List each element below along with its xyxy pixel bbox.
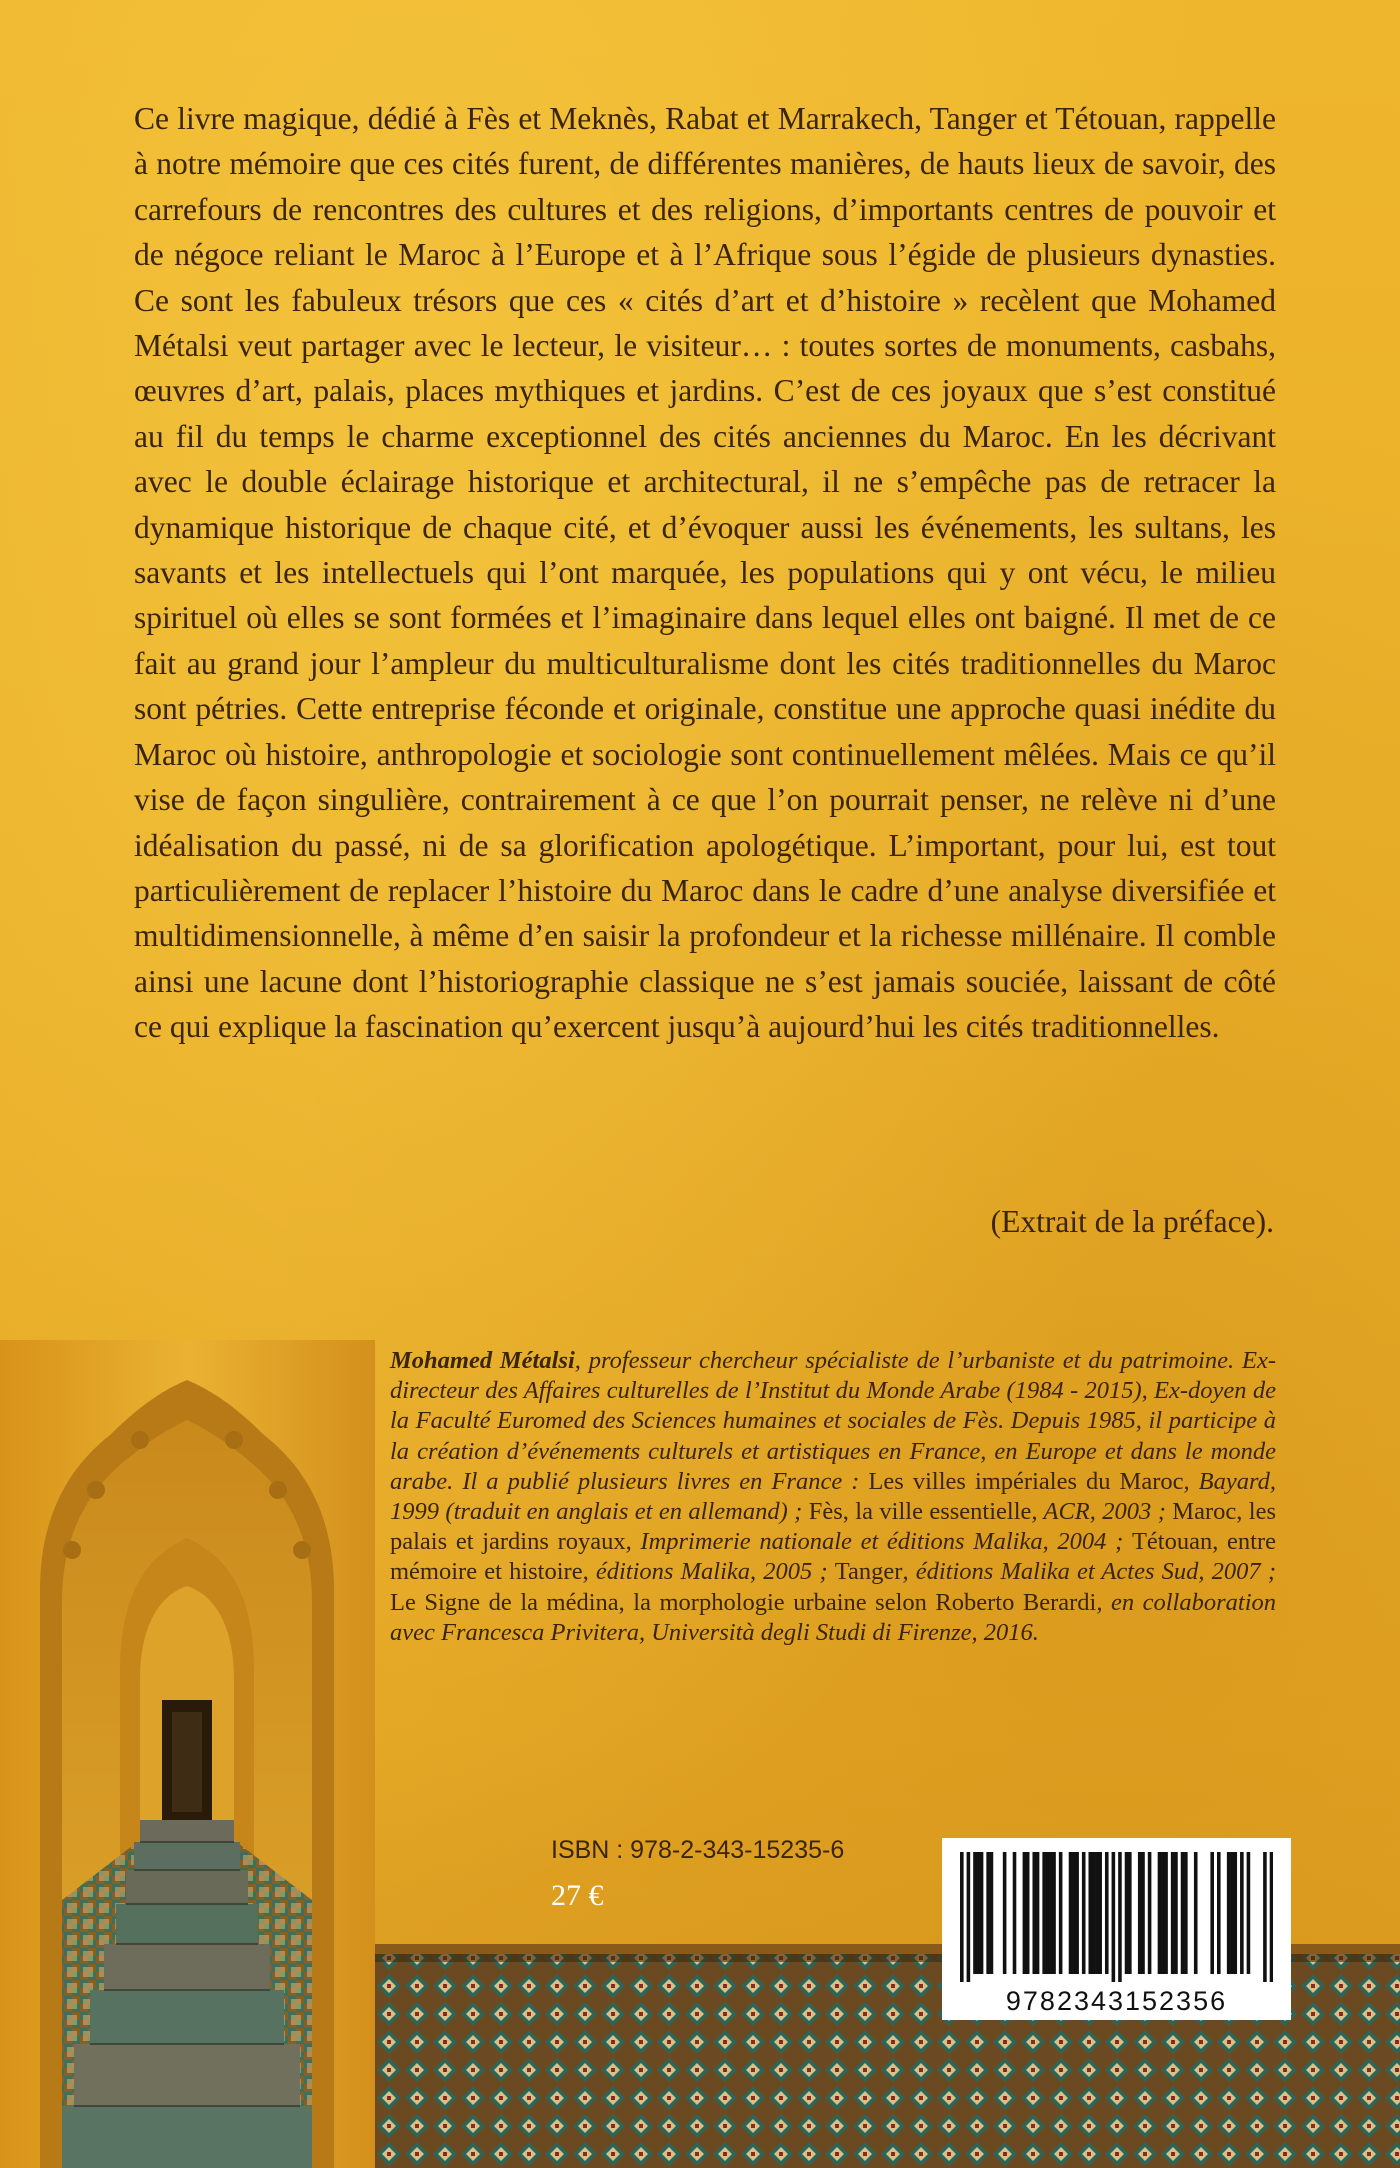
barcode-number: 9782343152356 (1005, 1986, 1228, 2016)
bio-text-1: , professeur chercheur spécialiste de l’urbaniste et du patrimoine. Ex-directeur des Affaires culturelles de l’Institut du Monde Arabe (1984 - 2015), Ex-doyen de la Faculté Euromed des Sciences humaines et sociales de Fès. Depuis 1985, il participe à la création d’événements culturels et artistiques en France, en Europe et dans le monde arabe. Il a publié plusieurs livres en France : (390, 1347, 1276, 1495)
barcode-bar (1042, 1852, 1046, 1974)
barcode-bar (1075, 1852, 1079, 1974)
barcode-bar (1072, 1852, 1076, 1974)
barcode-bar (1026, 1852, 1030, 1974)
barcode-bar (1032, 1852, 1036, 1974)
barcode-bar (1138, 1852, 1142, 1974)
barcode-bar (1059, 1852, 1063, 1974)
barcode-bar (980, 1852, 984, 1974)
barcode-bar (1105, 1852, 1109, 1974)
price-text: 27 € (551, 1879, 604, 1912)
bio-title-3: Maroc, les palais et jardins royaux (390, 1498, 1276, 1556)
barcode-bar (1174, 1852, 1178, 1974)
barcode-bar (1164, 1852, 1168, 1974)
barcode-bar (1233, 1852, 1237, 1974)
barcode-bar (1036, 1852, 1040, 1974)
barcode-bar (1181, 1852, 1185, 1974)
bio-text-2: , Bayard, 1999 (traduit en anglais et en allemand) ; (390, 1467, 1276, 1526)
barcode-bar (1230, 1852, 1234, 1974)
blurb-text: Ce livre magique, dédié à Fès et Meknès, Rabat et Marrakech, Tanger et Tétouan, rappelle à notre mémoire que ces cités furent, de différentes manières, de hauts lieux de savoir, des carrefours de rencontres des cultures et des religions, d’importants centres de pouvoir et de négoce reliant le Maroc à l’Europe et à l’Afrique sous l’égide de plusieurs dynasties. Ce sont les fabuleux trésors que ces « cités d’art et d’histoire » recèlent que Mohamed Métalsi veut partager avec le lecteur, le visiteur… : toutes sortes de monuments, casbahs, œuvres d’art, palais, places mythiques et jardins. C’est de ces joyaux que s’est constitué au fil du temps le charme exceptionnel des cités anciennes du Maroc. En les décrivant avec le double éclairage historique et architectural, il ne s’empêche pas de retracer la dynamique historique de chaque cité, et d’évoquer aussi les événements, les sultans, les savants et les intellectuels qui l’ont marquée, les populations qui y ont vécu, le milieu spirituel où elles se sont formées et l’imaginaire dans lequel elles ont baigné. Il met de ce fait au grand jour l’ampleur du multiculturalisme dont les cités traditionnelles du Maroc sont pétries. Cette entreprise féconde et originale, constitue une approche quasi inédite du Maroc où histoire, anthropologie et sociologie sont continuellement mêlées. Mais ce qu’il vise de façon singulière, contrairement à ce que l’on pourrait penser, ne relève ni d’une idéalisation du passé, ni de sa glorification apologétique. L’important, pour lui, est tout particulièrement de replacer l’histoire du Maroc dans le cadre d’une analyse diversifiée et multidimensionnelle, à même d’en saisir la profondeur et la richesse millénaire. Il comble ainsi une lacune dont l’historiographie classique ne s’est jamais souciée, laissant de côté ce qui explique la fascination qu’exercent jusqu’à aujourd’hui les cités traditionnelles. (134, 101, 1276, 1045)
barcode-bar (967, 1852, 971, 1982)
barcode-bar (1240, 1852, 1244, 1974)
barcode-bar (1003, 1852, 1007, 1974)
bio-title-5: Tanger (834, 1558, 903, 1586)
barcode-bar (990, 1852, 994, 1974)
bio-title-4: Tétouan, entre mémoire et histoire (390, 1528, 1276, 1586)
bio-title-1: Les villes impériales du Maroc (868, 1467, 1184, 1495)
barcode-bars (960, 1852, 1273, 1982)
barcode-bar (1247, 1852, 1251, 1974)
bio-text-4: , Imprimerie nationale et éditions Malika, 2004 ; (625, 1528, 1132, 1556)
bio-text-6: , éditions Malika et Actes Sud, 2007 ; (902, 1558, 1277, 1586)
author-bio (390, 1346, 1276, 1648)
barcode-bar (1128, 1852, 1132, 1974)
barcode-bar (1148, 1852, 1152, 1974)
isbn-text: ISBN : 978-2-343-15235-6 (551, 1836, 845, 1864)
bio-author: Mohamed Métalsi (390, 1347, 575, 1374)
barcode-bar (1069, 1852, 1073, 1974)
bio-text-3: , ACR, 2003 ; (1031, 1498, 1173, 1526)
barcode-bar (1161, 1852, 1165, 1974)
barcode-bar (973, 1852, 977, 1974)
barcode-bar (1158, 1852, 1162, 1974)
barcode (942, 1838, 1291, 2020)
barcode-bar (1210, 1852, 1214, 1974)
barcode-bar (976, 1852, 980, 1974)
barcode-bar (1023, 1852, 1027, 1974)
barcode-bar (1270, 1852, 1273, 1982)
barcode-bar (1095, 1852, 1099, 1974)
bio-text-5: , éditions Malika, 2005 ; (582, 1558, 835, 1586)
barcode-bar (960, 1852, 964, 1982)
blurb-source: (Extrait de la préface). (990, 1204, 1274, 1239)
barcode-bar (1263, 1852, 1267, 1982)
corridor-photo (0, 1340, 375, 2168)
barcode-bar (1112, 1852, 1116, 1982)
barcode-bar (1141, 1852, 1145, 1974)
barcode-bar (1092, 1852, 1096, 1974)
barcode-bar (1217, 1852, 1221, 1974)
barcode-bar (1013, 1852, 1017, 1974)
bio-title-6: Le Signe de la médina, la morphologie urbaine selon Roberto Berardi (390, 1588, 1097, 1616)
bio-text-7: , en collaboration avec Francesca Privitera, Università degli Studi di Firenze, 2016. (390, 1588, 1276, 1646)
barcode-bar (1082, 1852, 1086, 1974)
barcode-bar (1046, 1852, 1050, 1974)
barcode-bar (986, 1852, 990, 1974)
bio-title-2: Fès, la ville essentielle (808, 1498, 1032, 1526)
barcode-bar (1171, 1852, 1175, 1974)
barcode-bar (1088, 1852, 1092, 1974)
barcode-bar (1049, 1852, 1053, 1974)
barcode-bar (1194, 1852, 1198, 1974)
barcode-bar (1052, 1852, 1056, 1974)
barcode-bar (1118, 1852, 1122, 1982)
barcode-bar (1227, 1852, 1231, 1974)
barcode-bar (1184, 1852, 1188, 1974)
barcode-bar (1125, 1852, 1129, 1974)
barcode-bar (1098, 1852, 1102, 1974)
